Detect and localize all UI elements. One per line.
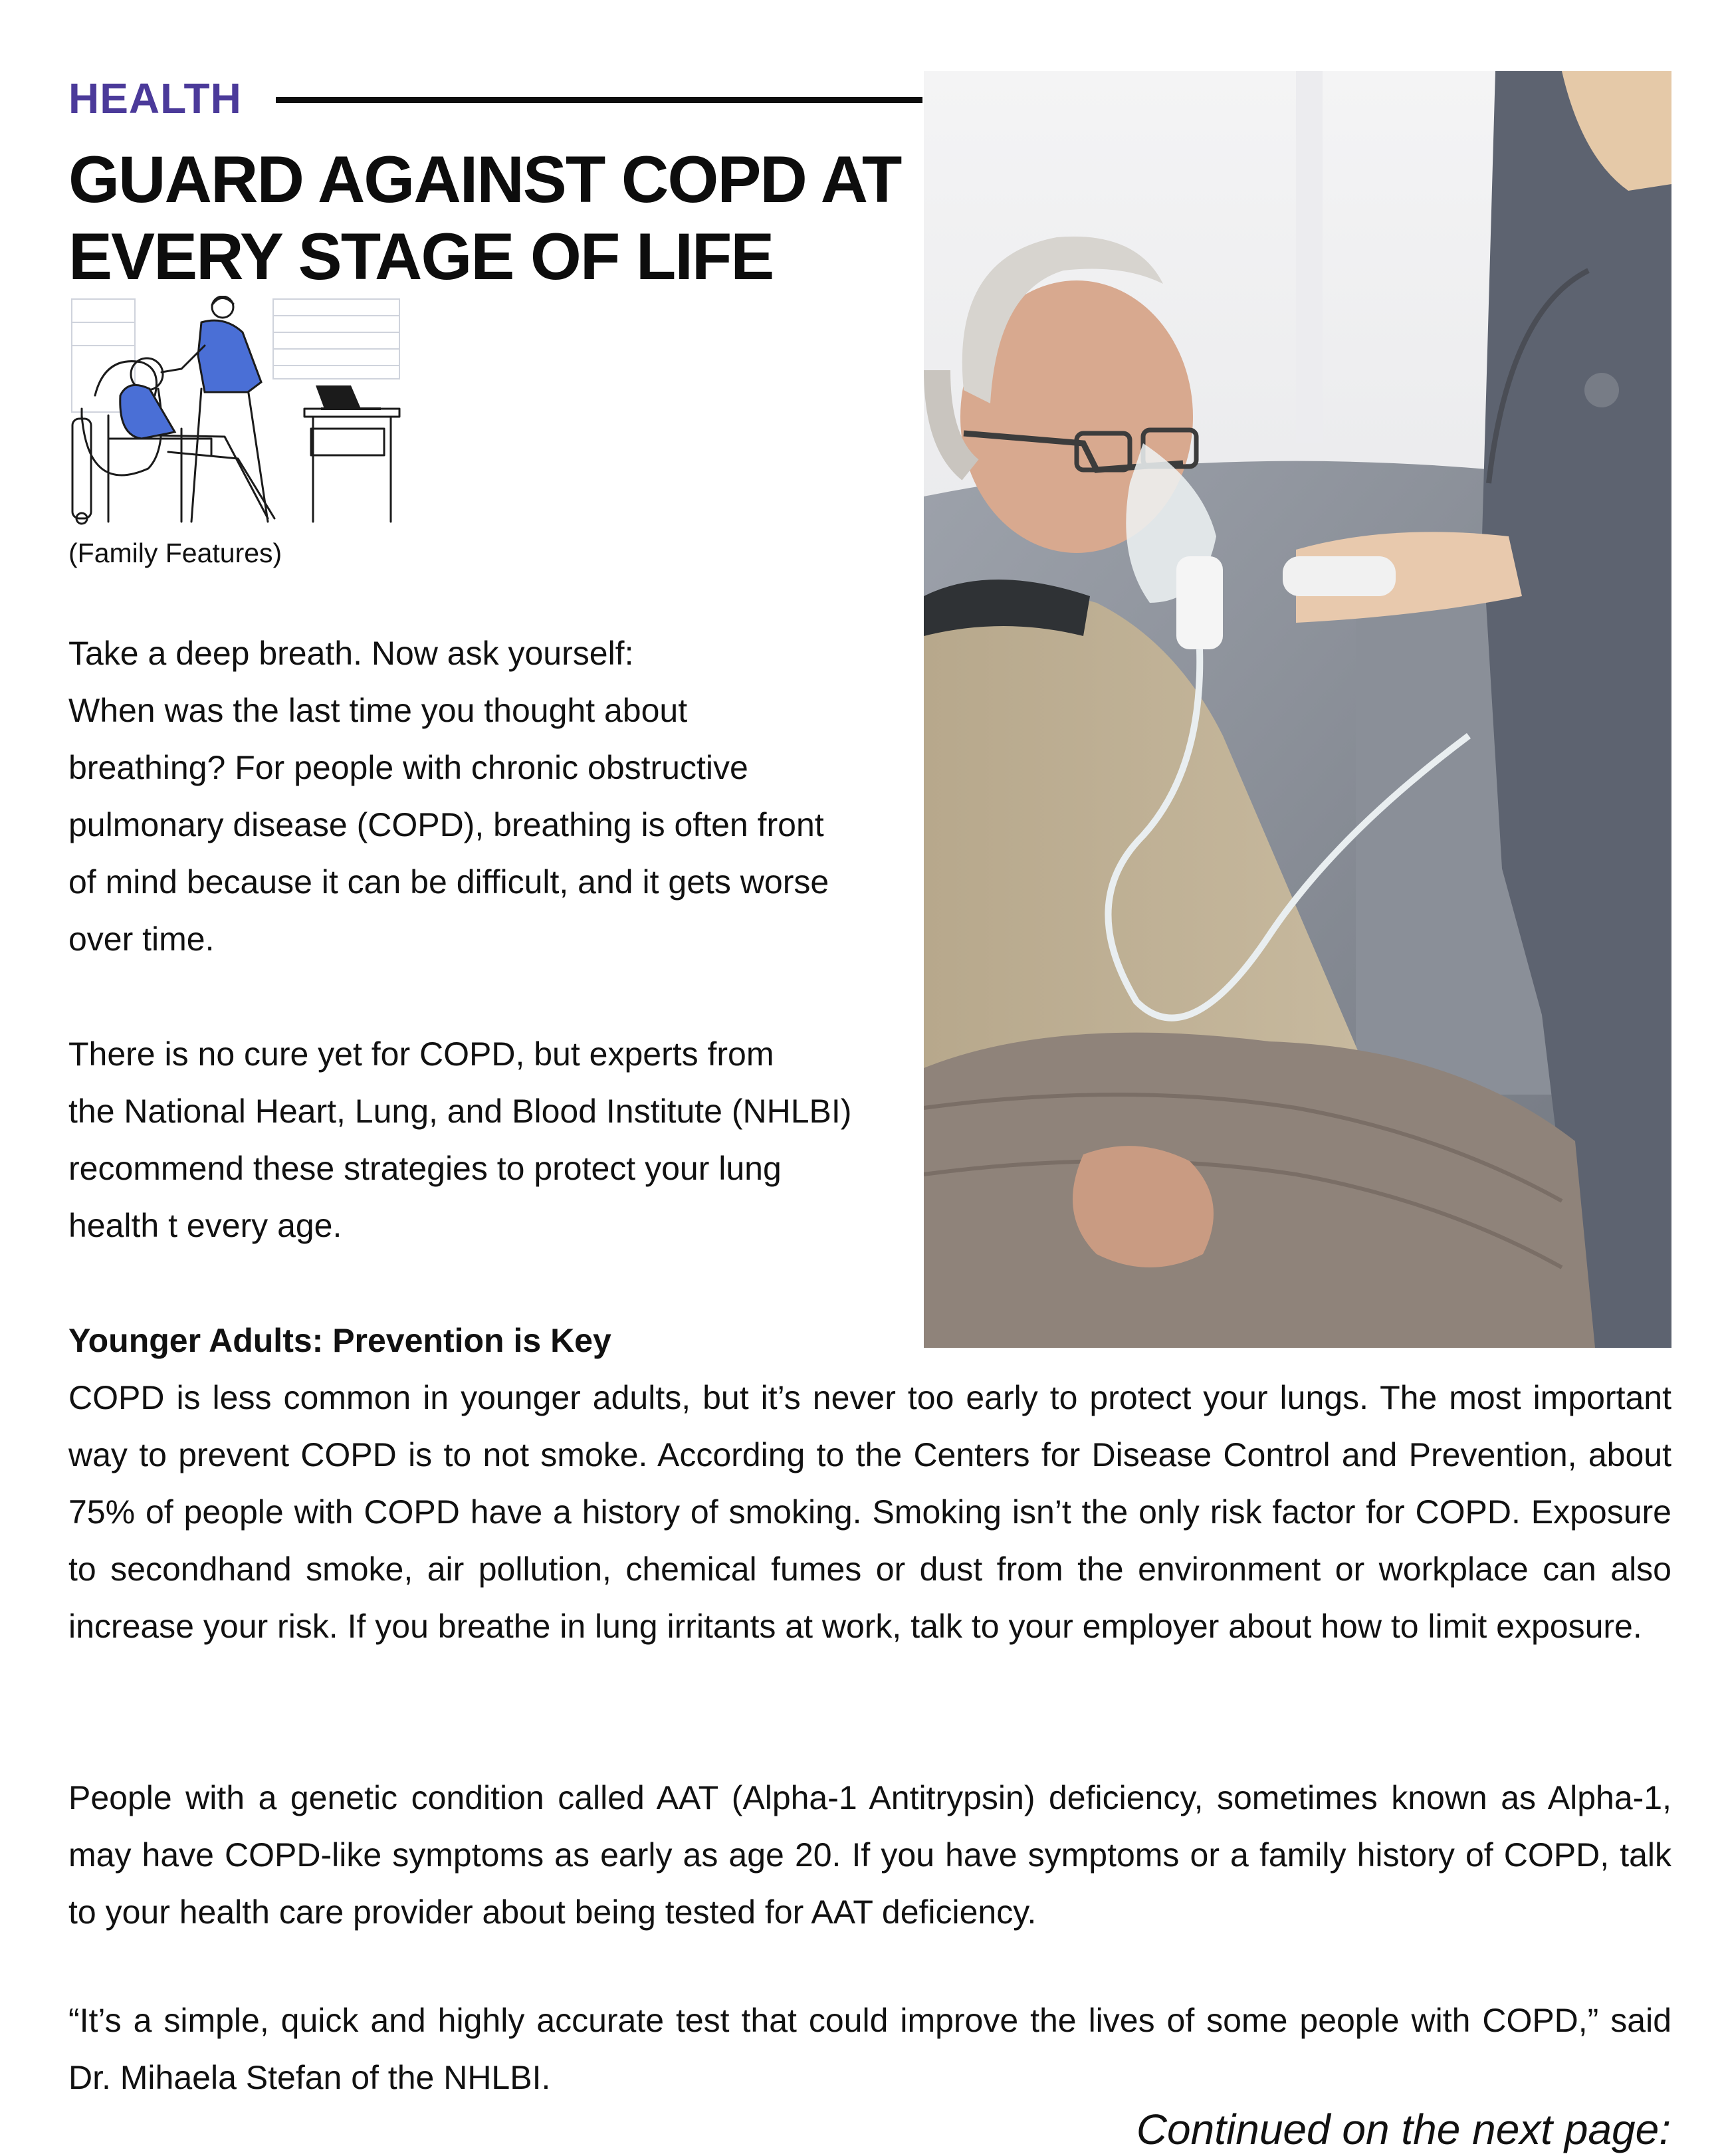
headline-line-1: GUARD AGAINST COPD AT: [68, 142, 901, 216]
quote-paragraph: “It’s a simple, quick and highly accurate test that could improve the lives of some people with COPD,” said Dr. Mihaela Stefan of the NHLBI.: [68, 2002, 1671, 2096]
subheading-younger-adults: Younger Adults: Prevention is Key: [68, 1322, 611, 1359]
nhlbi-paragraph: [68, 1025, 919, 1254]
patient-nebulizer-photo: [924, 71, 1671, 1348]
photo-credit: (Family Features): [68, 538, 282, 568]
continued-note: Continued on the next page:: [1136, 2105, 1671, 2153]
prevention-paragraph: COPD is less common in younger adults, but it’s never too early to protect your lungs. The most important way to prevent COPD is to not smoke. According to the Centers for Disease Control and Prevention, about 75% of people with COPD have a history of smoking. Smoking isn’t the only risk factor for COPD. Exposure to secondhand smoke, air pollution, chemical fumes or dust from the environment or workplace can also increase your risk. If you breathe in lung irritants at work, talk to your employer about how to limit exposure.: [68, 1379, 1671, 1645]
section-divider: [276, 97, 922, 103]
intro-paragraph: [68, 625, 919, 968]
intro-line: of mind because it can be difficult, and it gets worse: [68, 863, 829, 901]
intro-line: over time.: [68, 920, 215, 958]
intro-line: Take a deep breath. Now ask yourself:: [68, 635, 634, 672]
nhlbi-line: the National Heart, Lung, and Blood Institute (NHLBI): [68, 1093, 852, 1130]
headline-line-2: EVERY STAGE OF LIFE: [68, 219, 774, 293]
nurse-patient-illustration: [68, 296, 403, 525]
headline: [68, 141, 926, 295]
section-label: HEALTH: [68, 74, 242, 122]
intro-line: breathing? For people with chronic obstructive: [68, 749, 748, 786]
intro-line: pulmonary disease (COPD), breathing is often front: [68, 806, 824, 843]
section-header: [68, 72, 922, 125]
nhlbi-line: recommend these strategies to protect your lung: [68, 1150, 782, 1187]
intro-line: When was the last time you thought about: [68, 692, 688, 729]
nhlbi-line: health t every age.: [68, 1207, 342, 1244]
aat-paragraph: People with a genetic condition called AAT (Alpha-1 Antitrypsin) deficiency, sometimes known as Alpha-1, may have COPD-like symptoms as early as age 20. If you have symptoms or a family history of COPD, talk to your health care provider about being tested for AAT deficiency.: [68, 1779, 1671, 1931]
nhlbi-line: There is no cure yet for COPD, but experts from: [68, 1035, 774, 1073]
